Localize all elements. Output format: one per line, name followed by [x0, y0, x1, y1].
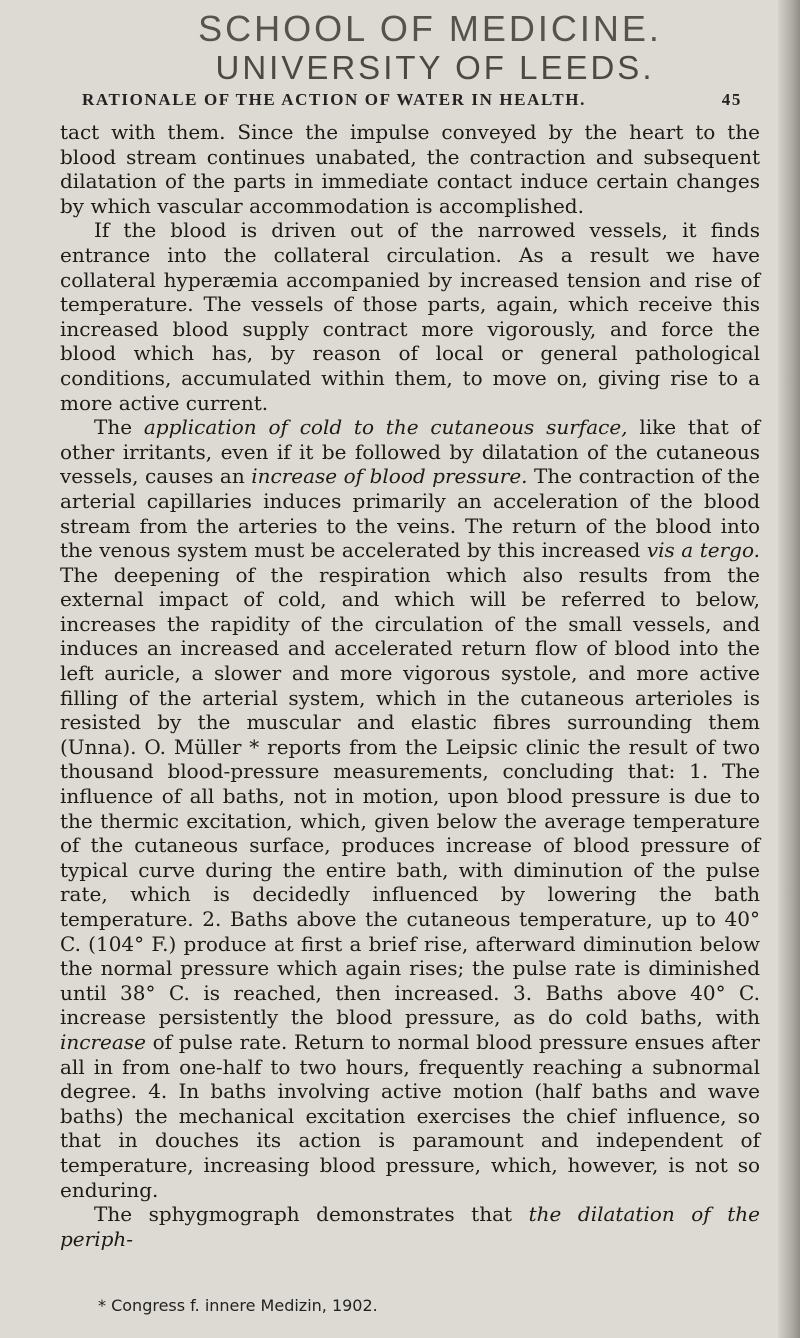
library-stamp-line1: SCHOOL OF MEDICINE.: [198, 8, 662, 49]
text-run: The contraction of the arterial capillaries induces primarily an acceleration of the blood stream from the arteries to the veins. The return of the blood into the venous system must be accelerated by this increased: [60, 464, 761, 563]
running-header: [82, 90, 742, 110]
text-run: The: [94, 415, 144, 440]
paragraph: [60, 415, 760, 1202]
paragraph: [60, 218, 760, 415]
paragraph: [60, 1202, 760, 1251]
paragraph: [60, 120, 760, 218]
text-run: The sphygmograph demonstrates that: [94, 1202, 529, 1227]
italic-phrase: vis a tergo.: [646, 538, 760, 563]
italic-phrase: application of cold to the cutaneous surface,: [143, 415, 628, 440]
text-run: tact with them. Since the impulse conveyed by the heart to the blood stream continues unabated, the contraction and subsequent dilatation of the parts in immediate contact induce certain changes by which vascular accommodation is accomplished.: [60, 120, 760, 218]
body-text: [60, 120, 760, 1251]
library-stamp-line2: UNIVERSITY OF LEEDS.: [215, 49, 655, 86]
text-run: like that of other irritants, even if it be followed by dilatation of the cutaneous vessels, causes an: [60, 415, 760, 489]
italic-phrase: increase of blood pressure.: [251, 464, 528, 489]
page-number: 45: [721, 90, 742, 109]
footnote: * Congress f. innere Medizin, 1902.: [98, 1296, 378, 1315]
italic-phrase: increase: [60, 1029, 146, 1054]
italic-phrase: the dilatation of the periph-: [60, 1202, 761, 1251]
text-run: The deepening of the respiration which also results from the external impact of cold, and which will be referred to below, increases the rapidity of the circulation of the small vessels, and induces an increased and accelerated return flow of blood into the left auricle, a slower and more vigorous systole, and more active filling of the arterial system, which in the cutaneous arterioles is resisted by the muscular and elastic fibres surrounding them (Unna). O. Müller * reports from the Leipsic clinic the result of two thousand blood-pressure measurements, concluding that: 1. The influence of all baths, not in motion, upon blood pressure is due to the thermic excitation, which, given below the average temperature of the cutaneous surface, produces increase of blood pressure of typical curve during the entire bath, with diminution of the pulse rate, which is decidedly influenced by lowering the bath temperature. 2. Baths above the cutaneous temperature, up to 40° C. (104° F.) produce at first a brief rise, afterward diminution below the normal pressure which again rises; the pulse rate is diminished until 38° C. is reached, then increased. 3. Baths above 40° C. increase persistently the blood pressure, as do cold baths, with: [60, 562, 760, 1030]
running-title: RATIONALE OF THE ACTION OF WATER IN HEALTH.: [82, 90, 586, 109]
text-run: of pulse rate. Return to normal blood pressure ensues after all in from one-half to two hours, frequently reaching a subnormal degree. 4. In baths involving active motion (half baths and wave baths) the mechanical excitation exercises the chief influence, so that in douches its action is paramount and independent of temperature, increasing blood pressure, which, however, is not so enduring.: [60, 1029, 760, 1202]
page-edge-shadow: [778, 0, 800, 1338]
text-run: If the blood is driven out of the narrowed vessels, it finds entrance into the collateral circulation. As a result we have collateral hyperæmia accompanied by increased tension and rise of temperature. The vessels of those parts, again, which receive this increased blood supply contract more vigorously, and force the blood which has, by reason of local or general pathological conditions, accumulated within them, to move on, giving rise to a more active current.: [60, 218, 760, 415]
